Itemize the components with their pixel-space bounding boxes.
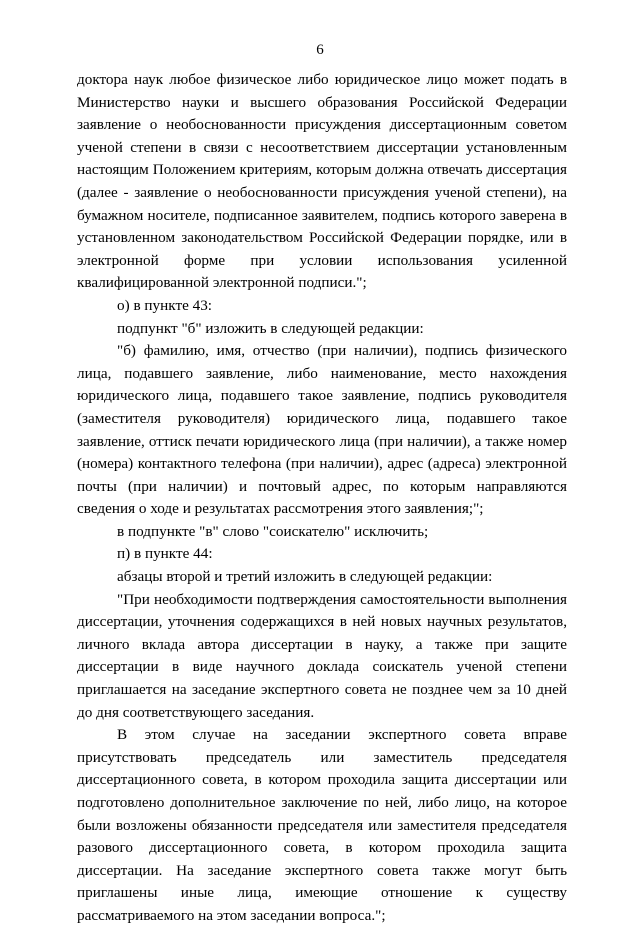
paragraph: доктора наук любое физическое либо юридическое лицо может подать в Министерство науки и высшего образования Российской Федерации заявление о необоснованности присуждения диссертационным советом ученой степени в связи с несоответствием диссертации установленным настоящим Положением критериям, которым должна отвечать диссертация (далее - заявление о необоснованности присуждения ученой степени), на бумажном носителе, подписанное заявителем, подпись которого заверена в установленном законодательством Российской Федерации порядке, или в электронной форме при условии использования усиленной квалифицированной электронной подписи."; — [77, 71, 567, 292]
paragraph: о) в пункте 43: — [117, 296, 213, 314]
paragraph: "б) фамилию, имя, отчество (при наличии), подпись физического лица, подавшего заявление, либо наименование, место нахождения юридического лица, подавшего такое заявление, подпись руководителя (заместителя руководителя) юридического лица, подавшего такое заявление, оттиск печати юридического лица (при наличии), а также номер (номера) контактного телефона (при наличии), адрес (адреса) электронной почты (при наличии) и почтовый адрес, по которым направляются сведения о ходе и результатах рассмотрения этого заявления;"; — [77, 342, 567, 518]
paragraph: абзацы второй и третий изложить в следующей редакции: — [117, 568, 493, 586]
paragraph: "При необходимости подтверждения самостоятельности выполнения диссертации, уточнения содержащихся в ней новых научных результатов, личного вклада автора диссертации в науку, а также при защите диссертации в виде научного доклада соискатель ученой степени приглашается на заседание экспертного совета не позднее чем за 10 дней до дня соответствующего заседания. — [77, 590, 567, 721]
paragraph: В этом случае на заседании экспертного совета вправе присутствовать председатель или заместитель председателя диссертационного совета, в котором проходила защита диссертации или подготовлено дополнительное заключение по ней, либо лицо, на которое были возложены обязанности председателя или заместителя председателя разового диссертационного совета, в котором проходила защита диссертации. На заседание экспертного совета также могут быть приглашены иные лица, имеющие отношение к существу рассматриваемого на этом заседании вопроса."; — [77, 726, 567, 924]
paragraph: в подпункте "в" слово "соискателю" исключить; — [117, 522, 429, 540]
paragraph: подпункт "б" изложить в следующей редакции: — [117, 319, 424, 337]
document-body — [77, 69, 567, 928]
paragraph: п) в пункте 44: — [117, 545, 213, 563]
page-number: 6 — [316, 42, 324, 58]
